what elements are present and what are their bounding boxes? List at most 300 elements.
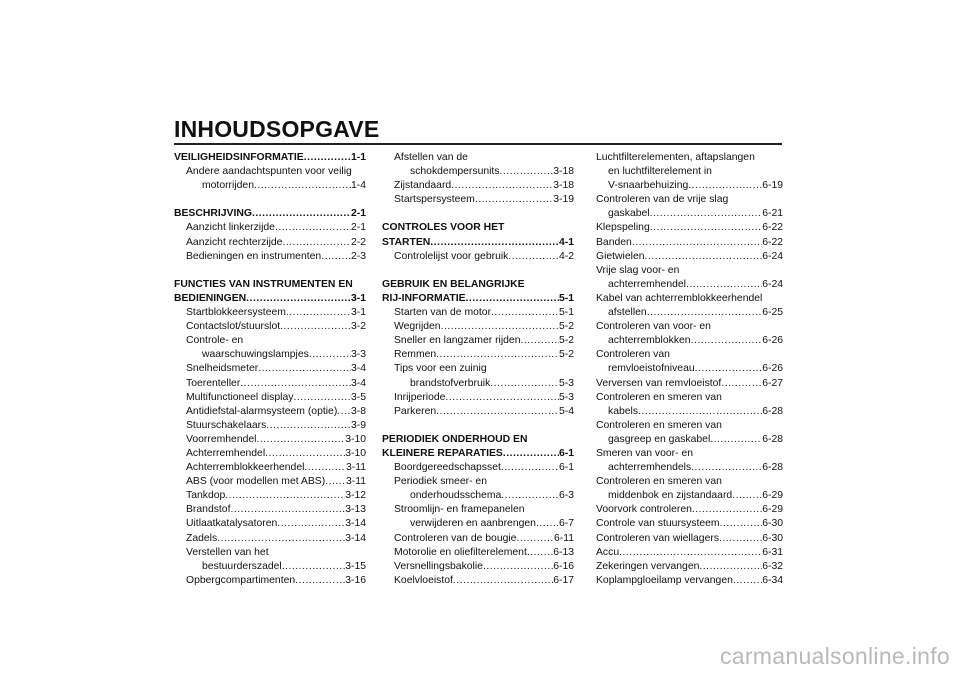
toc-entry-label: Aanzicht linkerzijde <box>186 222 275 234</box>
toc-page-number: 6-11 <box>553 532 574 544</box>
toc-entry[interactable] <box>382 447 574 461</box>
toc-entry[interactable] <box>382 546 574 560</box>
toc-entry[interactable] <box>174 362 366 376</box>
toc-entry-label: motorrijden <box>202 180 254 192</box>
toc-entry[interactable] <box>174 306 366 320</box>
toc-entry-label: Achterremhendel <box>186 447 266 459</box>
toc-entry-label: verwijderen en aanbrengen <box>410 518 536 530</box>
toc-page-number: 5-2 <box>558 321 574 333</box>
toc-entry-label: Parkeren <box>394 405 437 417</box>
toc-leader-dots <box>733 574 762 588</box>
toc-entry-text <box>596 165 783 179</box>
toc-page-number: 3-4 <box>350 363 366 375</box>
toc-leader-dots <box>691 461 762 475</box>
toc-entry-label: VEILIGHEIDSINFORMATIE <box>174 152 304 163</box>
toc-page-number: 5-1 <box>558 307 574 319</box>
toc-entry[interactable] <box>596 503 783 517</box>
toc-entry[interactable] <box>596 517 783 531</box>
toc-entry-label: Controleren van de bougie <box>394 532 517 544</box>
toc-entry[interactable] <box>596 532 783 546</box>
toc-page-number: 6-24 <box>762 250 783 262</box>
toc-entry[interactable] <box>382 306 574 320</box>
toc-leader-dots <box>501 489 559 503</box>
toc-entry-text <box>382 151 574 165</box>
toc-leader-dots <box>619 546 762 560</box>
toc-entry-label: Startspersysteem <box>394 194 475 206</box>
toc-entry-label: Zadels <box>186 532 218 544</box>
toc-page-number: 3-1 <box>350 307 366 319</box>
toc-leader-dots <box>632 236 762 250</box>
toc-leader-dots <box>536 517 559 531</box>
toc-entry[interactable] <box>174 447 366 461</box>
toc-entry-label: Achterremblokkeerhendel <box>186 462 305 474</box>
toc-entry-text <box>382 278 574 292</box>
toc-entry-text <box>596 193 783 207</box>
toc-leader-dots <box>240 377 351 391</box>
toc-page-number: 6-28 <box>762 433 783 445</box>
toc-page-number: 2-1 <box>350 208 366 220</box>
toc-entry-label: Antidiefstal-alarmsysteem (optie) <box>186 405 338 417</box>
toc-page-number: 3-11 <box>345 462 366 474</box>
toc-entry-text <box>174 165 366 179</box>
toc-page-number: 3-3 <box>350 349 366 361</box>
toc-page-number: 3-4 <box>350 377 366 389</box>
toc-leader-dots <box>277 517 345 531</box>
toc-entry[interactable] <box>382 165 574 179</box>
toc-leader-dots <box>430 236 559 250</box>
toc-leader-dots <box>491 306 559 320</box>
toc-entry-label: middenbok en zijstandaard <box>608 490 733 502</box>
toc-entry-label: Kabel van achterremblokkeerhendel <box>596 292 763 304</box>
toc-leader-dots <box>230 503 345 517</box>
toc-leader-dots <box>304 461 346 475</box>
toc-entry-label: waarschuwingslampjes <box>202 349 309 361</box>
toc-page-number: 6-16 <box>553 560 574 572</box>
toc-leader-dots <box>337 405 351 419</box>
toc-page-number: 6-25 <box>762 307 783 319</box>
toc-entry[interactable] <box>174 517 366 531</box>
toc-leader-dots <box>699 560 762 574</box>
toc-entry-text <box>596 264 783 278</box>
toc-entry-label: Starten van de motor <box>394 307 492 319</box>
toc-entry[interactable] <box>382 334 574 348</box>
toc-leader-dots <box>252 207 351 221</box>
toc-leader-dots <box>721 377 762 391</box>
toc-page-number: 6-17 <box>553 574 574 586</box>
toc-leader-dots <box>691 334 763 348</box>
toc-entry-label: Controleren van de vrije slag <box>596 194 729 206</box>
toc-page-number: 3-13 <box>345 504 366 516</box>
toc-leader-dots <box>650 221 762 235</box>
toc-leader-dots <box>309 348 351 362</box>
toc-entry-text <box>382 362 574 376</box>
toc-page-number: 3-10 <box>345 447 366 459</box>
toc-column-3 <box>596 151 783 588</box>
toc-entry[interactable] <box>382 292 574 306</box>
toc-entry-label: Controleren van <box>596 349 670 361</box>
toc-leader-dots <box>720 517 763 531</box>
toc-entry-label: afstellen <box>608 307 647 319</box>
toc-page-number: 3-19 <box>553 194 574 206</box>
toc-page-number: 3-15 <box>345 560 366 572</box>
toc-entry[interactable] <box>596 489 783 503</box>
toc-leader-dots <box>436 405 559 419</box>
toc-page-number: 3-18 <box>553 166 574 178</box>
toc-entry[interactable] <box>174 250 366 264</box>
toc-entry-label: GEBRUIK EN BELANGRIJKE <box>382 278 525 290</box>
toc-leader-dots <box>501 461 559 475</box>
toc-leader-dots <box>647 306 763 320</box>
toc-leader-dots <box>217 532 345 546</box>
toc-entry-text <box>174 278 366 292</box>
toc-entry[interactable] <box>596 546 783 560</box>
toc-page-number: 3-14 <box>345 532 366 544</box>
toc-entry-label: Opbergcompartimenten <box>186 574 296 586</box>
toc-leader-dots <box>451 179 553 193</box>
toc-page-number: 3-1 <box>350 292 366 304</box>
toc-page-number: 6-32 <box>762 560 783 572</box>
toc-leader-dots <box>490 377 559 391</box>
toc-entry[interactable] <box>174 179 366 193</box>
toc-page-number: 6-26 <box>762 335 783 347</box>
toc-leader-dots <box>638 405 762 419</box>
toc-entry-label: RIJ-INFORMATIE <box>382 292 466 304</box>
toc-leader-dots <box>282 560 345 574</box>
toc-spacer <box>382 264 574 278</box>
toc-entry-label: kabels <box>608 405 639 417</box>
toc-entry[interactable] <box>174 419 366 433</box>
toc-entry-label: ABS (voor modellen met ABS) <box>186 476 326 488</box>
toc-entry[interactable] <box>596 433 783 447</box>
toc-page-number: 6-31 <box>762 546 783 558</box>
toc-entry-label: Stroomlijn- en framepanelen <box>394 504 525 516</box>
toc-page-number: 6-1 <box>558 447 574 459</box>
toc-page-number: 6-30 <box>762 532 783 544</box>
toc-leader-dots <box>436 348 559 362</box>
toc-leader-dots <box>516 532 554 546</box>
toc-entry-text <box>596 475 783 489</box>
toc-entry-label: Afstellen van de <box>394 152 468 163</box>
toc-entry[interactable] <box>596 236 783 250</box>
toc-entry[interactable] <box>596 377 783 391</box>
toc-entry[interactable] <box>174 503 366 517</box>
toc-leader-dots <box>503 447 559 461</box>
toc-entry-label: Zekeringen vervangen <box>596 560 700 572</box>
toc-leader-dots <box>527 546 553 560</box>
toc-entry[interactable] <box>382 532 574 546</box>
toc-entry-label: achterremblokken <box>608 335 691 347</box>
toc-entry-label: Controle van stuursysteem <box>596 518 720 530</box>
toc-entry-label: Controle- en <box>186 335 244 347</box>
toc-leader-dots <box>453 574 553 588</box>
toc-entry[interactable] <box>382 250 574 264</box>
toc-entry-label: Controleren van voor- en <box>596 321 711 333</box>
toc-leader-dots <box>650 207 763 221</box>
toc-entry[interactable] <box>174 405 366 419</box>
toc-page-number: 4-2 <box>558 250 574 262</box>
toc-entry[interactable] <box>596 278 783 292</box>
toc-entry[interactable] <box>596 574 783 588</box>
toc-entry[interactable] <box>382 391 574 405</box>
watermark-text: carmanualsonline.info <box>719 643 950 669</box>
toc-entry[interactable] <box>174 292 366 306</box>
toc-page-number: 5-2 <box>558 349 574 361</box>
toc-spacer <box>382 207 574 221</box>
toc-entry-text <box>596 320 783 334</box>
toc-entry-label: BEDIENINGEN <box>174 292 247 304</box>
toc-leader-dots <box>282 236 351 250</box>
toc-entry[interactable] <box>382 574 574 588</box>
toc-entry[interactable] <box>382 489 574 503</box>
toc-page-number: 6-21 <box>762 208 783 220</box>
toc-page-number: 6-29 <box>762 504 783 516</box>
toc-page-number: 6-24 <box>762 278 783 290</box>
toc-entry[interactable] <box>382 517 574 531</box>
toc-leader-dots <box>500 165 554 179</box>
toc-entry-label: Koplampgloeilamp vervangen <box>596 574 733 586</box>
toc-leader-dots <box>325 475 346 489</box>
toc-page-number: 3-11 <box>345 476 366 488</box>
toc-page-number: 6-26 <box>762 363 783 375</box>
toc-entry-label: Stuurschakelaars <box>186 419 267 431</box>
toc-entry-text <box>596 391 783 405</box>
toc-leader-dots <box>710 433 762 447</box>
toc-entry-label: schokdempersunits <box>410 166 500 178</box>
toc-entry-label: Contactslot/stuurslot <box>186 321 281 333</box>
toc-entry-label: Controleren van wiellagers <box>596 532 720 544</box>
toc-entry-label: Aanzicht rechterzijde <box>186 236 283 248</box>
toc-spacer <box>174 193 366 207</box>
toc-entry[interactable] <box>382 320 574 334</box>
toc-entry-text <box>596 419 783 433</box>
toc-column-2 <box>382 151 574 588</box>
toc-entry[interactable] <box>174 574 366 588</box>
toc-entry-label: onderhoudsschema <box>410 490 502 502</box>
toc-page-number: 3-16 <box>345 574 366 586</box>
toc-leader-dots <box>246 292 351 306</box>
toc-entry-label: Startblokkeersysteem <box>186 307 286 319</box>
toc-leader-dots <box>686 278 762 292</box>
toc-entry-label: Voorremhendel <box>186 433 257 445</box>
toc-entry-label: gaskabel <box>608 208 650 220</box>
toc-entry[interactable] <box>596 362 783 376</box>
toc-entry[interactable] <box>382 193 574 207</box>
toc-entry[interactable] <box>596 461 783 475</box>
toc-entry[interactable] <box>174 320 366 334</box>
toc-leader-dots <box>521 334 559 348</box>
toc-entry-label: bestuurderszadel <box>202 560 282 572</box>
toc-entry[interactable] <box>382 405 574 419</box>
toc-entry[interactable] <box>174 221 366 235</box>
toc-page-number: 5-2 <box>558 335 574 347</box>
toc-entry-label: Verstellen van het <box>186 546 269 558</box>
toc-entry-label: Inrijperiode <box>394 391 446 403</box>
toc-page-number: 2-3 <box>350 250 366 262</box>
toc-entry[interactable] <box>174 532 366 546</box>
toc-entry-label: achterremhendel <box>608 278 686 290</box>
toc-entry-label: Motorolie en oliefilterelement <box>394 546 527 558</box>
toc-entry[interactable] <box>174 151 366 165</box>
toc-leader-dots <box>266 419 351 433</box>
toc-entry-label: Multifunctioneel display <box>186 391 294 403</box>
toc-page-number: 3-9 <box>350 419 366 431</box>
toc-page-number: 5-1 <box>558 292 574 304</box>
toc-page-number: 6-22 <box>762 222 783 234</box>
toc-entry-label: Verversen van remvloeistof <box>596 377 722 389</box>
toc-entry[interactable] <box>596 250 783 264</box>
toc-page-number: 6-28 <box>762 462 783 474</box>
toc-leader-dots <box>719 532 762 546</box>
toc-leader-dots <box>254 179 351 193</box>
toc-page-number: 6-3 <box>558 490 574 502</box>
toc-entry[interactable] <box>174 560 366 574</box>
toc-leader-dots <box>295 574 345 588</box>
toc-entry[interactable] <box>382 560 574 574</box>
toc-page-number: 2-2 <box>350 236 366 248</box>
toc-entry[interactable] <box>174 489 366 503</box>
toc-entry[interactable] <box>596 179 783 193</box>
toc-entry[interactable] <box>174 475 366 489</box>
page-title: INHOUDSOPGAVE <box>174 116 380 142</box>
toc-entry-label: Remmen <box>394 349 437 361</box>
toc-entry-label: Vrije slag voor- en <box>596 264 680 276</box>
toc-page-number: 6-19 <box>762 180 783 192</box>
toc-entry-label: Accu <box>596 546 620 558</box>
toc-page-number: 3-14 <box>345 518 366 530</box>
toc-leader-dots <box>483 560 553 574</box>
toc-page-number: 6-13 <box>553 546 574 558</box>
toc-entry-text <box>596 151 783 165</box>
toc-entry-label: PERIODIEK ONDERHOUD EN <box>382 433 528 445</box>
toc-leader-dots <box>225 489 345 503</box>
toc-leader-dots <box>466 292 559 306</box>
toc-page-number: 6-30 <box>762 518 783 530</box>
toc-entry-label: Snelheidsmeter <box>186 363 259 375</box>
toc-leader-dots <box>695 362 763 376</box>
toc-entry-label: Koelvloeistof <box>394 574 453 586</box>
toc-page-number: 6-22 <box>762 236 783 248</box>
toc-entry[interactable] <box>174 348 366 362</box>
toc-leader-dots <box>445 391 559 405</box>
toc-entry-text <box>382 433 574 447</box>
title-rule <box>174 143 782 145</box>
toc-entry-label: achterremhendels <box>608 462 692 474</box>
toc-entry[interactable] <box>382 461 574 475</box>
toc-entry-label: Banden <box>596 236 632 248</box>
toc-entry-label: Andere aandachtspunten voor veilig <box>186 166 352 178</box>
toc-leader-dots <box>275 221 351 235</box>
toc-entry[interactable] <box>596 334 783 348</box>
toc-entry-label: Boordgereedschapsset <box>394 462 501 474</box>
toc-page-number: 6-29 <box>762 490 783 502</box>
toc-entry-label: BESCHRIJVING <box>174 208 252 220</box>
toc-leader-dots <box>692 503 762 517</box>
toc-page-number: 2-1 <box>350 222 366 234</box>
toc-entry-label: remvloeistofniveau <box>608 363 695 375</box>
toc-page-number: 5-4 <box>558 405 574 417</box>
toc-leader-dots <box>258 362 351 376</box>
toc-page-number: 3-18 <box>553 180 574 192</box>
toc-leader-dots <box>304 151 351 165</box>
toc-entry-label: Controleren en smeren van <box>596 419 722 431</box>
toc-leader-dots <box>286 306 351 320</box>
toc-entry-text <box>596 292 783 306</box>
toc-entry[interactable] <box>596 306 783 320</box>
toc-leader-dots <box>256 433 345 447</box>
toc-spacer <box>174 264 366 278</box>
toc-spacer <box>382 419 574 433</box>
toc-entry[interactable] <box>382 348 574 362</box>
toc-entry[interactable] <box>382 179 574 193</box>
toc-leader-dots <box>293 391 351 405</box>
toc-page-number: 3-8 <box>350 405 366 417</box>
toc-entry-label: Toerenteller <box>186 377 241 389</box>
toc-leader-dots <box>732 489 762 503</box>
toc-entry-label: Sneller en langzamer rijden <box>394 335 521 347</box>
toc-entry-text <box>382 221 574 235</box>
toc-page-number: 6-27 <box>762 377 783 389</box>
toc-entry[interactable] <box>596 560 783 574</box>
toc-entry-label: Gietwielen <box>596 250 645 262</box>
toc-page-number: 3-2 <box>350 321 366 333</box>
toc-leader-dots <box>508 250 559 264</box>
toc-entry-text <box>382 503 574 517</box>
toc-entry-label: STARTEN <box>382 236 431 248</box>
toc-entry[interactable] <box>174 236 366 250</box>
toc-entry[interactable] <box>174 207 366 221</box>
toc-page-number: 3-12 <box>345 490 366 502</box>
toc-entry-text <box>174 334 366 348</box>
toc-entry[interactable] <box>174 461 366 475</box>
toc-entry-label: en luchtfilterelement in <box>608 166 712 178</box>
toc-entry-label: V-snaarbehuizing <box>608 180 689 192</box>
toc-leader-dots <box>280 320 351 334</box>
toc-entry[interactable] <box>174 391 366 405</box>
toc-entry-text <box>382 475 574 489</box>
toc-leader-dots <box>645 250 763 264</box>
toc-page-number: 1-1 <box>350 152 366 163</box>
toc-entry-label: Luchtfilterelementen, aftapslangen <box>596 152 755 163</box>
toc-entry-label: Controleren en smeren van <box>596 391 722 403</box>
toc-entry-label: Tips voor een zuinig <box>394 363 487 375</box>
toc-entry-label: brandstofverbruik <box>410 377 491 389</box>
toc-entry-label: Klepspeling <box>596 222 650 234</box>
toc-entry[interactable] <box>382 377 574 391</box>
toc-entry-label: Controlelijst voor gebruik <box>394 250 509 262</box>
toc-leader-dots <box>475 193 553 207</box>
toc-entry-text <box>174 546 366 560</box>
toc-page-number: 4-1 <box>558 236 574 248</box>
toc-entry[interactable] <box>174 433 366 447</box>
toc-page-number: 6-34 <box>762 574 783 586</box>
toc-entry[interactable] <box>596 207 783 221</box>
toc-page-number: 6-1 <box>558 462 574 474</box>
toc-leader-dots <box>265 447 345 461</box>
toc-entry-text <box>596 447 783 461</box>
toc-entry-label: FUNCTIES VAN INSTRUMENTEN EN <box>174 278 353 290</box>
toc-entry-label: Tankdop <box>186 490 226 502</box>
toc-entry-label: Wegrijden <box>394 321 441 333</box>
toc-entry[interactable] <box>596 221 783 235</box>
toc-leader-dots <box>441 320 559 334</box>
toc-entry[interactable] <box>174 377 366 391</box>
toc-entry[interactable] <box>382 236 574 250</box>
toc-leader-dots <box>321 250 351 264</box>
toc-page-number: 5-3 <box>558 391 574 403</box>
toc-entry-text <box>596 348 783 362</box>
toc-entry-label: KLEINERE REPARATIES <box>382 447 503 459</box>
toc-entry[interactable] <box>596 405 783 419</box>
